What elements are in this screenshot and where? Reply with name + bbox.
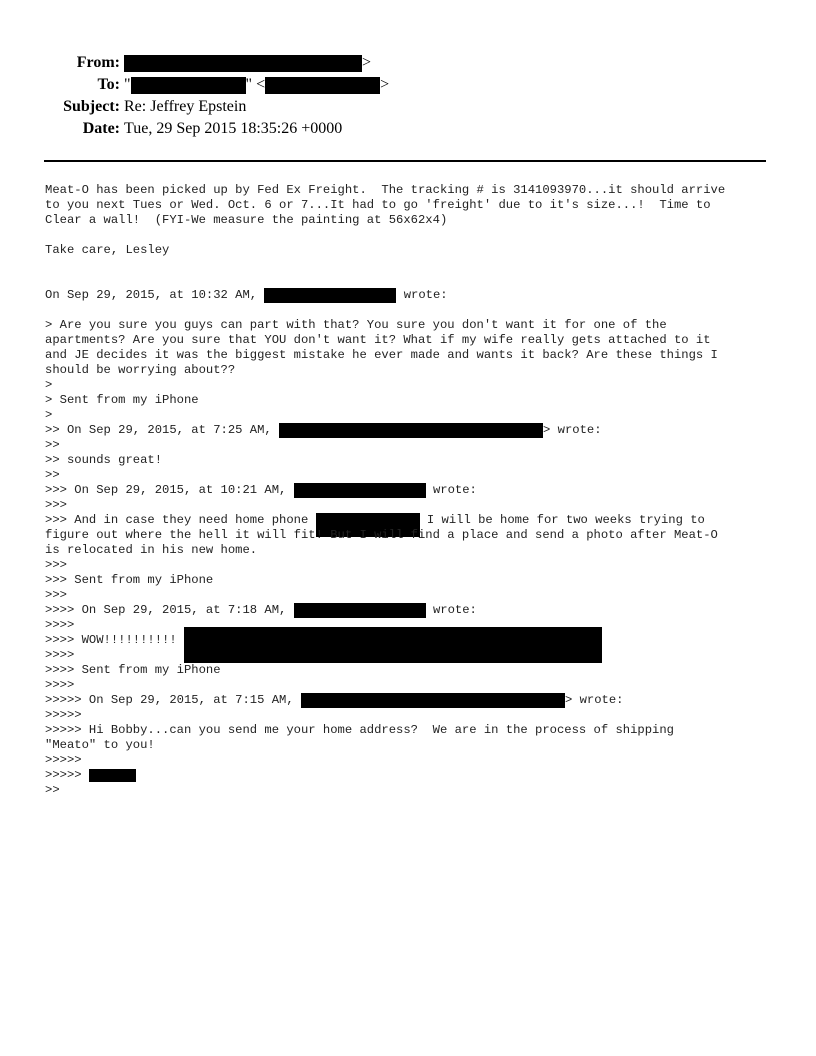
from-suffix: >: [362, 54, 372, 71]
from-row: [0, 52, 816, 74]
quoted-text: >>> And in case they need home phone: [45, 513, 316, 527]
redaction-box: [301, 693, 565, 708]
email-body: [45, 183, 785, 798]
quoted-text: >>>> WOW!!!!!!!!!!: [45, 633, 184, 647]
signature-line: Take care, Lesley: [45, 243, 170, 257]
quoted-line: >>>> Sent from my iPhone: [45, 663, 221, 677]
quoted-line: >> sounds great!: [45, 453, 163, 467]
attribution-text: >>>>> On Sep 29, 2015, at 7:15 AM,: [45, 693, 301, 707]
quoted-line: >>: [45, 468, 60, 482]
date-value: Tue, 29 Sep 2015 18:35:26 +0000: [124, 120, 343, 137]
body-line: [45, 303, 785, 318]
quoted-line: >>>>: [45, 678, 75, 692]
redaction-box: [265, 77, 380, 94]
attribution-text: wrote:: [425, 603, 477, 617]
redaction-box: [89, 769, 136, 782]
quoted-line: figure out where the hell it will fit! But I will find a place and send a photo after Meat-O: [45, 528, 718, 542]
attribution-text: >> On Sep 29, 2015, at 7:25 AM,: [45, 423, 280, 437]
subject-row: [0, 96, 816, 118]
quote-attribution: [45, 693, 785, 708]
quoted-line: >>>>: [45, 618, 75, 632]
to-row: [0, 74, 816, 96]
redaction-box: [294, 483, 426, 498]
quoted-line: > Sent from my iPhone: [45, 393, 199, 407]
redaction-box: [184, 627, 602, 663]
quoted-line: >>> Sent from my iPhone: [45, 573, 214, 587]
quote-attribution: [45, 483, 785, 498]
body-line: [45, 273, 785, 288]
quoted-text: I will be home for two weeks trying to: [419, 513, 705, 527]
attribution-text: wrote:: [396, 288, 448, 302]
attribution-text: wrote:: [425, 483, 477, 497]
body-line: [45, 258, 785, 273]
date-row: [0, 118, 816, 140]
attribution-text: >>> On Sep 29, 2015, at 10:21 AM,: [45, 483, 294, 497]
header-divider: [44, 160, 766, 162]
attribution-text: On Sep 29, 2015, at 10:32 AM,: [45, 288, 265, 302]
quoted-line: [45, 513, 785, 528]
quoted-line: and JE decides it was the biggest mistake he ever made and wants it back? Are these things I: [45, 348, 718, 362]
from-label: From:: [76, 54, 120, 71]
quoted-line: [45, 633, 785, 648]
subject-value: Re: Jeffrey Epstein: [124, 98, 247, 115]
quote-attribution: [45, 288, 785, 303]
quoted-line: >>: [45, 783, 60, 797]
body-line: to you next Tues or Wed. Oct. 6 or 7...It had to go 'freight' due to it's size...! Time to: [45, 198, 711, 212]
quoted-text: >>>>>: [45, 768, 89, 782]
attribution-text: >>>> On Sep 29, 2015, at 7:18 AM,: [45, 603, 294, 617]
quoted-line: >>: [45, 438, 60, 452]
quoted-line: >>>>: [45, 648, 75, 662]
to-quote-open: ": [124, 76, 131, 93]
quoted-line: > Are you sure you guys can part with that? You sure you don't want it for one of the: [45, 318, 667, 332]
quoted-line: is relocated in his new home.: [45, 543, 258, 557]
to-mid: " <: [245, 76, 266, 93]
redaction-box: [124, 55, 362, 72]
quoted-line: should be worrying about??: [45, 363, 236, 377]
attribution-text: > wrote:: [543, 423, 602, 437]
quoted-line: >>>: [45, 588, 67, 602]
to-value: [124, 74, 389, 96]
quoted-line: >>>: [45, 558, 67, 572]
quoted-line: >>>>> Hi Bobby...can you send me your home address? We are in the process of shipping: [45, 723, 674, 737]
quote-attribution: [45, 423, 785, 438]
quoted-line: >: [45, 408, 53, 422]
redaction-box: [279, 423, 543, 438]
quoted-line: >: [45, 378, 53, 392]
quoted-line: "Meato" to you!: [45, 738, 155, 752]
body-line: Clear a wall! (FYI-We measure the painting at 56x62x4): [45, 213, 448, 227]
redaction-box: [131, 77, 246, 94]
quoted-line: apartments? Are you sure that YOU don't want it? What if my wife really gets attached to it: [45, 333, 711, 347]
body-line: Meat-O has been picked up by Fed Ex Freight. The tracking # is 3141093970...it should arrive: [45, 183, 726, 197]
quoted-line: >>>>>: [45, 708, 82, 722]
to-suffix: >: [380, 76, 390, 93]
to-label: To:: [97, 76, 120, 93]
from-value: [124, 52, 371, 74]
quote-attribution: [45, 603, 785, 618]
redaction-box: [264, 288, 396, 303]
redaction-box: [294, 603, 426, 618]
date-label: Date:: [82, 120, 120, 137]
body-line: [45, 228, 785, 243]
quoted-line: [45, 768, 785, 783]
quoted-line: >>>: [45, 498, 67, 512]
subject-label: Subject:: [63, 98, 120, 115]
attribution-text: > wrote:: [564, 693, 624, 707]
quoted-line: >>>>>: [45, 753, 82, 767]
